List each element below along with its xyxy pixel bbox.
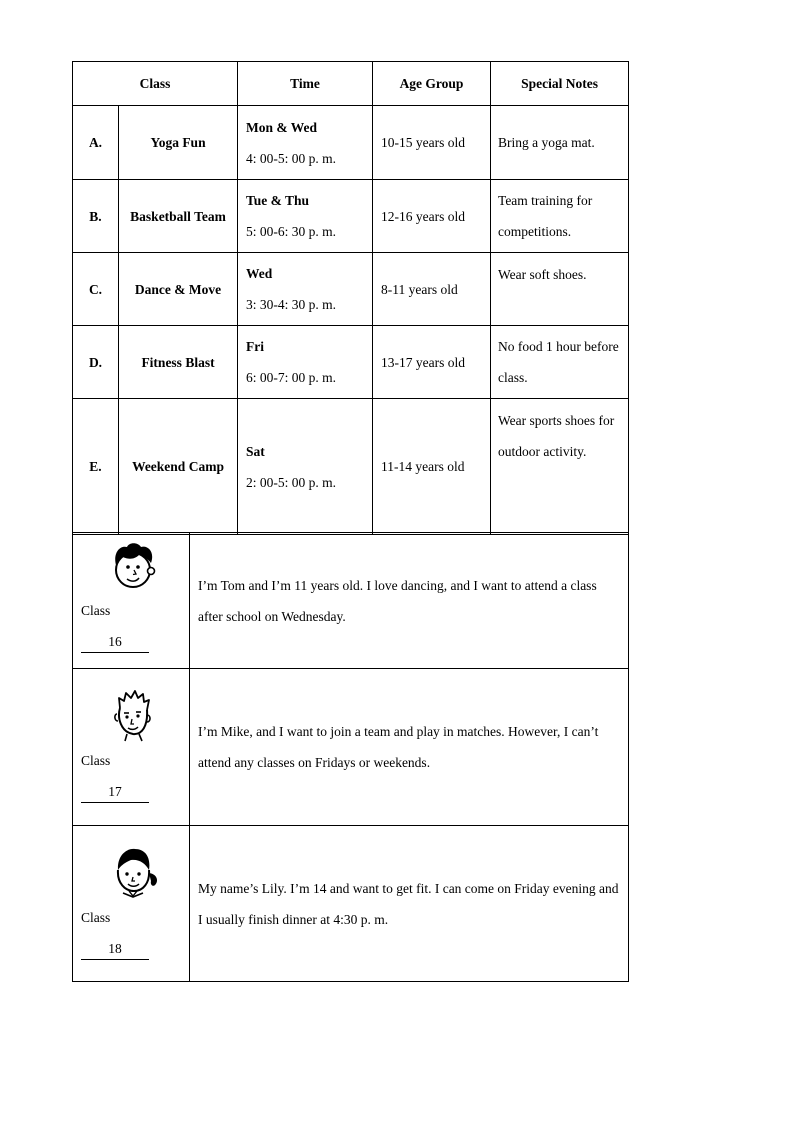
class-age-group: 11-14 years old <box>373 399 491 535</box>
class-schedule-table <box>72 61 629 535</box>
class-name: Fitness Blast <box>119 326 238 399</box>
class-name: Dance & Move <box>119 253 238 326</box>
answer-blank-16[interactable]: 16 <box>81 632 149 653</box>
profile-row-lily <box>73 826 629 982</box>
class-label: Class <box>81 910 111 925</box>
spiky-hair-boy-face-icon <box>105 683 161 745</box>
table-row <box>73 253 629 326</box>
class-time <box>238 106 373 180</box>
time-hours: 2: 00-5: 00 p. m. <box>246 474 337 490</box>
answer-blank-17[interactable]: 17 <box>81 782 149 803</box>
profile-picture-cell <box>73 669 190 826</box>
profile-row-mike <box>73 669 629 826</box>
class-letter: C. <box>73 253 119 326</box>
class-note: Wear soft shoes. <box>491 253 629 326</box>
class-time <box>238 326 373 399</box>
table-row <box>73 180 629 253</box>
class-age-group: 10-15 years old <box>373 106 491 180</box>
class-letter: D. <box>73 326 119 399</box>
curly-hair-boy-face-icon <box>105 539 161 595</box>
time-day: Fri <box>246 339 265 354</box>
class-note: Wear sports shoes for outdoor activity. <box>491 399 629 535</box>
profile-picture-cell <box>73 533 190 669</box>
time-day: Sat <box>246 443 265 459</box>
class-letter: A. <box>73 106 119 180</box>
class-time <box>238 253 373 326</box>
time-day: Mon & Wed <box>246 119 318 135</box>
class-age-group: 13-17 years old <box>373 326 491 399</box>
table-row <box>73 106 629 180</box>
time-hours: 4: 00-5: 00 p. m. <box>246 150 337 166</box>
header-row <box>73 62 629 106</box>
profile-picture-cell <box>73 826 190 982</box>
header-special-notes: Special Notes <box>491 62 629 106</box>
profile-text: I’m Tom and I’m 11 years old. I love dancing, and I want to attend a class after school on Wednesday. <box>190 533 629 669</box>
profile-text: My name’s Lily. I’m 14 and want to get fit. I can come on Friday evening and I usually finish dinner at 4:30 p. m. <box>190 826 629 982</box>
class-age-group: 8-11 years old <box>373 253 491 326</box>
class-note: Team training for competitions. <box>491 180 629 253</box>
time-day: Tue & Thu <box>246 193 310 208</box>
time-hours: 3: 30-4: 30 p. m. <box>246 297 337 312</box>
class-time <box>238 180 373 253</box>
table-row <box>73 326 629 399</box>
time-hours: 6: 00-7: 00 p. m. <box>246 370 337 385</box>
class-name: Basketball Team <box>119 180 238 253</box>
time-hours: 5: 00-6: 30 p. m. <box>246 224 337 239</box>
time-day: Wed <box>246 266 273 281</box>
class-letter: B. <box>73 180 119 253</box>
class-name: Yoga Fun <box>119 106 238 180</box>
header-time: Time <box>238 62 373 106</box>
class-label: Class <box>81 753 111 768</box>
class-note: No food 1 hour before class. <box>491 326 629 399</box>
class-name: Weekend Camp <box>119 399 238 535</box>
class-time <box>238 399 373 535</box>
ponytail-girl-face-icon <box>105 840 161 902</box>
student-profiles-table <box>72 532 629 982</box>
header-class: Class <box>73 62 238 106</box>
profile-row-tom <box>73 533 629 669</box>
answer-blank-18[interactable]: 18 <box>81 939 149 960</box>
class-age-group: 12-16 years old <box>373 180 491 253</box>
table-row <box>73 399 629 535</box>
class-letter: E. <box>73 399 119 535</box>
header-age-group: Age Group <box>373 62 491 106</box>
class-note: Bring a yoga mat. <box>491 106 629 180</box>
class-label: Class <box>81 603 111 618</box>
profile-text: I’m Mike, and I want to join a team and play in matches. However, I can’t attend any classes on Fridays or weekends. <box>190 669 629 826</box>
